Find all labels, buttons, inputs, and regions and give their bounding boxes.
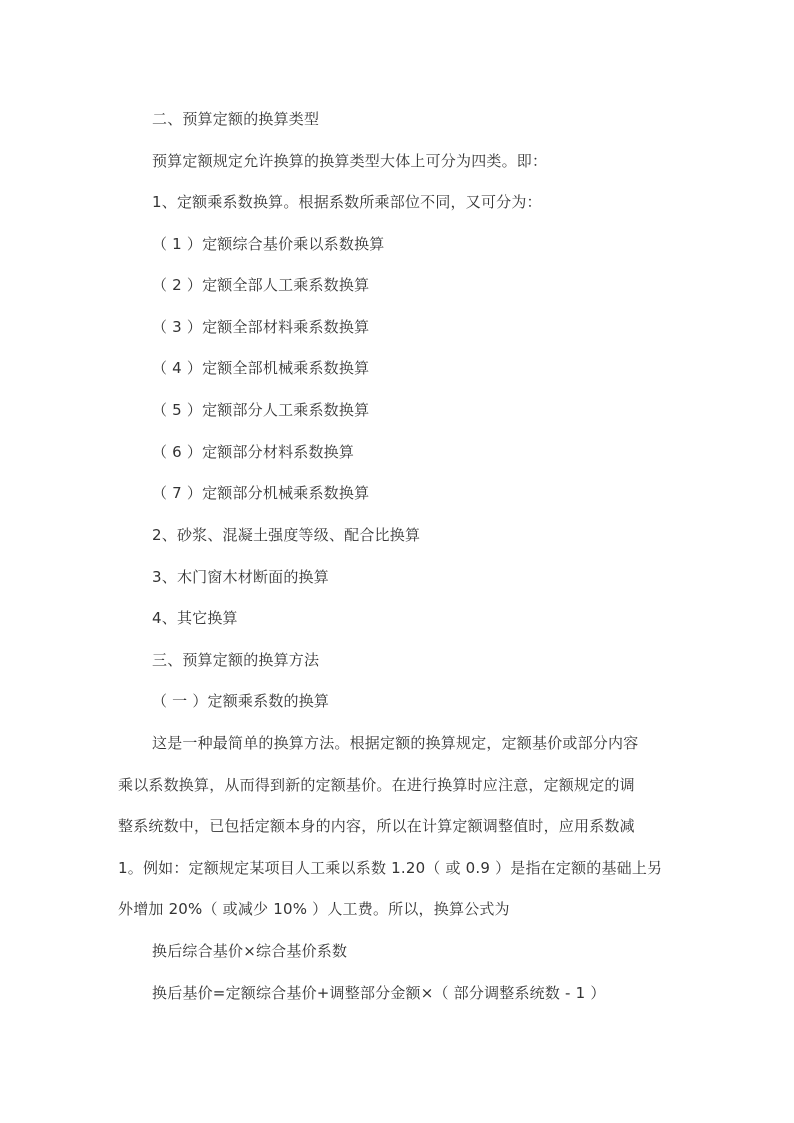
list-item: 1、定额乘系数换算。根据系数所乘部位不同，又可分为： xyxy=(152,193,542,211)
paragraph-line: 预算定额规定允许换算的换算类型大体上可分为四类。即： xyxy=(152,152,548,170)
section-heading: 三、预算定额的换算方法 xyxy=(152,651,320,669)
section-heading: 二、预算定额的换算类型 xyxy=(152,110,320,128)
paragraph-line: 整系统数中，已包括定额本身的内容，所以在计算定额调整值时，应用系数减 xyxy=(118,817,635,835)
sub-list-item: （ 7 ）定额部分机械乘系数换算 xyxy=(152,484,370,502)
subsection-heading: （ 一 ）定额乘系数的换算 xyxy=(152,692,330,710)
paragraph-line: 乘以系数换算，从而得到新的定额基价。在进行换算时应注意，定额规定的调 xyxy=(118,776,635,794)
list-item: 2、砂浆、混凝土强度等级、配合比换算 xyxy=(152,526,421,544)
paragraph-line: 外增加 20%（ 或减少 10% ）人工费。所以，换算公式为 xyxy=(118,900,510,918)
sub-list-item: （ 6 ）定额部分材料系数换算 xyxy=(152,443,355,461)
formula-line: 换后综合基价×综合基价系数 xyxy=(152,942,348,960)
sub-list-item: （ 2 ）定额全部人工乘系数换算 xyxy=(152,276,370,294)
sub-list-item: （ 3 ）定额全部材料乘系数换算 xyxy=(152,318,370,336)
formula-line: 换后基价=定额综合基价+调整部分金额×（ 部分调整系统数 - 1 ） xyxy=(152,984,606,1002)
list-item: 4、其它换算 xyxy=(152,609,238,627)
sub-list-item: （ 4 ）定额全部机械乘系数换算 xyxy=(152,359,370,377)
sub-list-item: （ 1 ）定额综合基价乘以系数换算 xyxy=(152,235,385,253)
paragraph-line: 1。例如：定额规定某项目人工乘以系数 1.20（ 或 0.9 ）是指在定额的基础上另 xyxy=(118,859,663,877)
sub-list-item: （ 5 ）定额部分人工乘系数换算 xyxy=(152,401,370,419)
paragraph-line: 这是一种最简单的换算方法。根据定额的换算规定，定额基价或部分内容 xyxy=(152,734,639,752)
list-item: 3、木门窗木材断面的换算 xyxy=(152,568,329,586)
